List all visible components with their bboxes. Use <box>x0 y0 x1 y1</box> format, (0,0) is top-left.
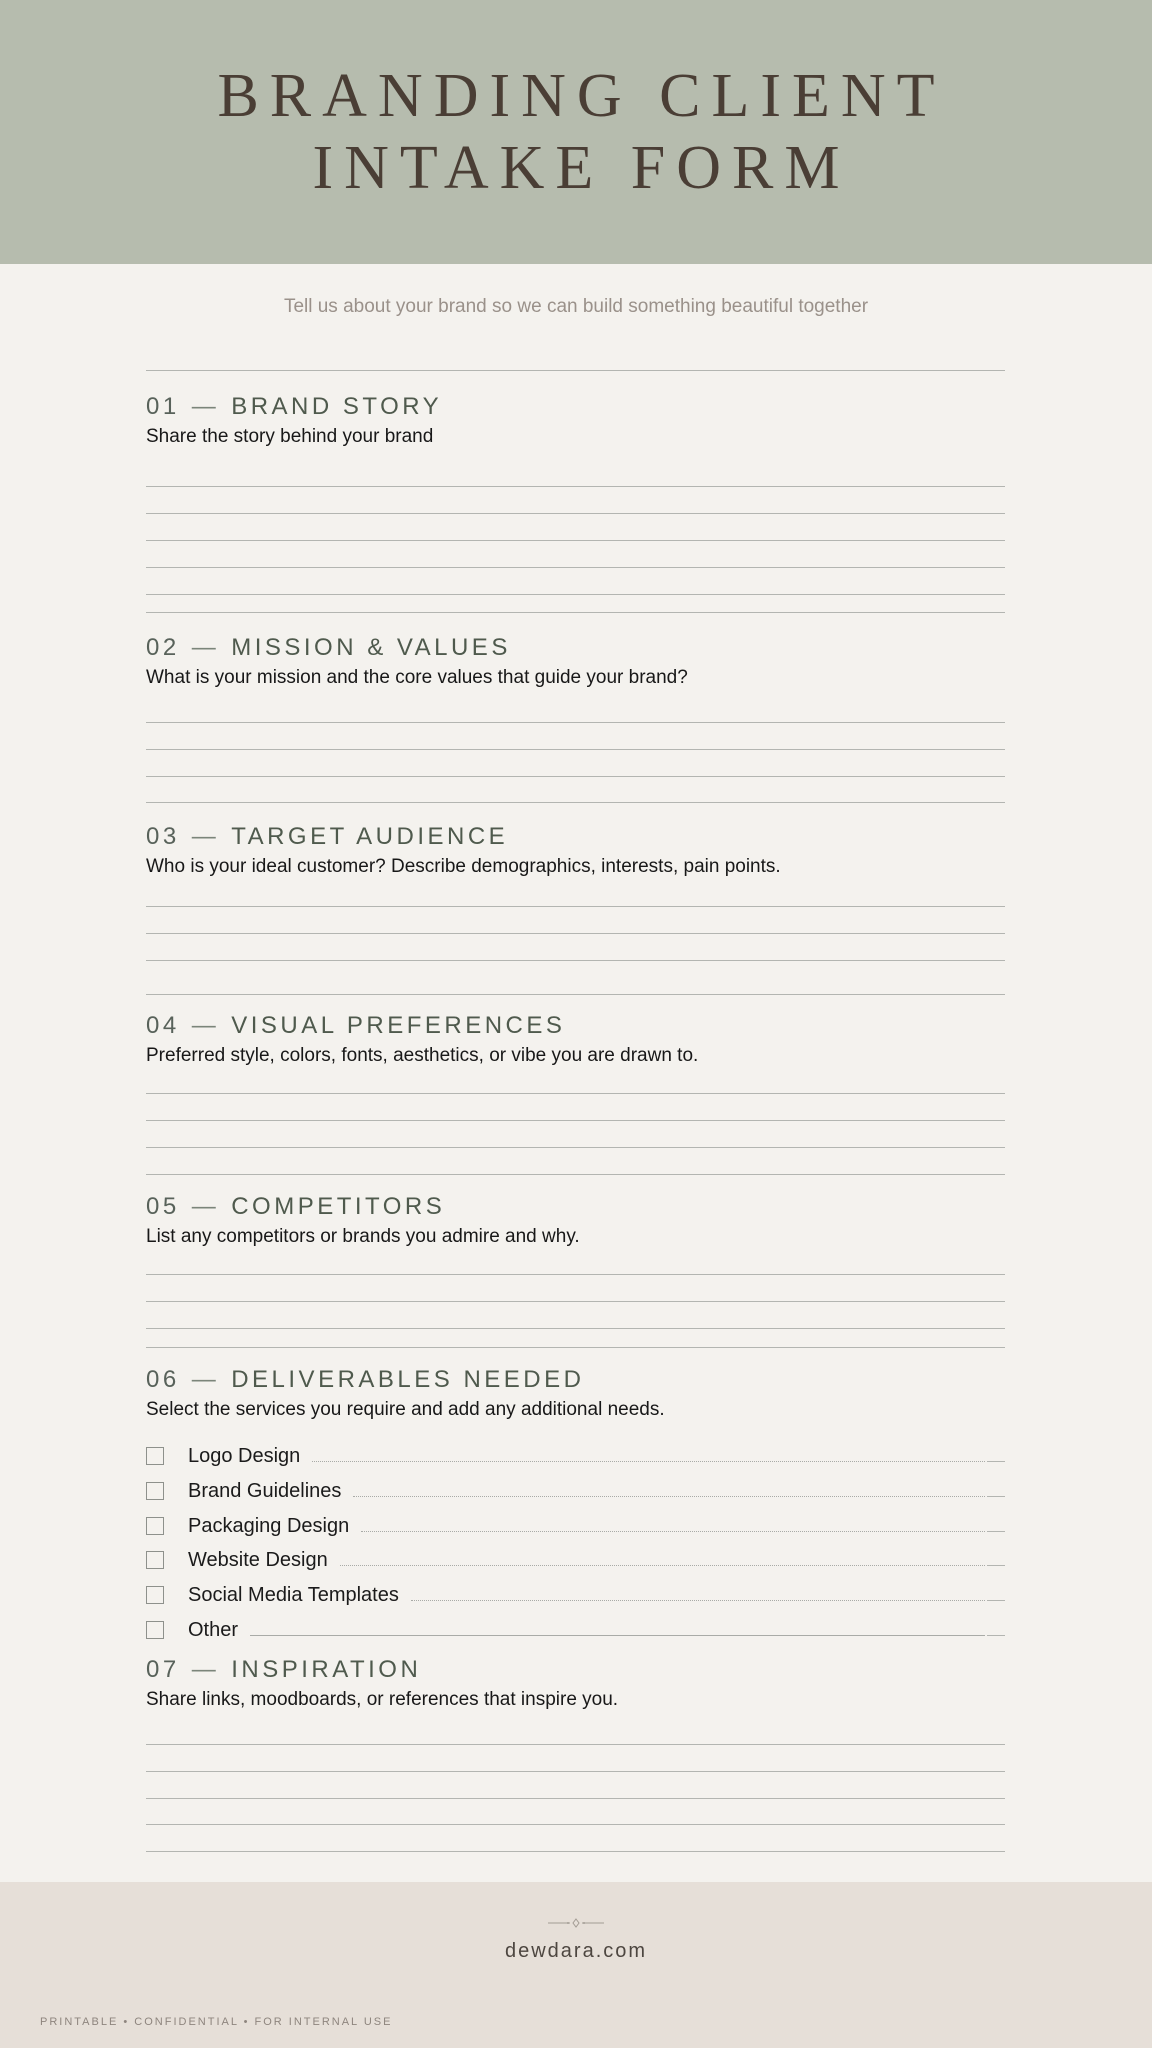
deliverable-label: Brand Guidelines <box>188 1479 342 1502</box>
section-target-audience <box>146 822 1005 879</box>
section-number: 04 <box>146 1012 180 1039</box>
section-title: COMPETITORS <box>231 1193 446 1220</box>
checkbox[interactable] <box>146 1621 164 1639</box>
checkbox[interactable] <box>146 1551 164 1569</box>
section-visual-preferences <box>146 1011 1005 1068</box>
dotted-leader <box>353 1496 985 1497</box>
section-number: 02 <box>146 634 180 661</box>
section-dash: — <box>191 1366 220 1393</box>
footer <box>0 1882 1152 2048</box>
section-description: Preferred style, colors, fonts, aesthetics, or vibe you are drawn to. <box>146 1045 699 1066</box>
section-title: VISUAL PREFERENCES <box>231 1012 566 1039</box>
divider <box>146 370 1005 371</box>
form-title-line-1: BRANDING CLIENT <box>217 62 946 130</box>
checkbox[interactable] <box>146 1482 164 1500</box>
header-banner <box>0 0 1152 264</box>
section-deliverables <box>146 1365 1005 1641</box>
section-dash: — <box>191 634 220 661</box>
answer-line[interactable] <box>146 567 1005 568</box>
answer-line[interactable] <box>146 1744 1005 1745</box>
section-dash: — <box>191 823 220 850</box>
section-number: 01 <box>146 393 180 420</box>
answer-line[interactable] <box>146 1120 1005 1121</box>
deliverable-other[interactable] <box>146 1615 1005 1645</box>
notes-line[interactable] <box>987 1635 1005 1636</box>
answer-line[interactable] <box>146 1771 1005 1772</box>
section-number: 05 <box>146 1193 180 1220</box>
section-heading <box>146 1011 1005 1041</box>
form-subtitle: Tell us about your brand so we can build something beautiful together <box>283 296 869 317</box>
answer-line[interactable] <box>146 486 1005 487</box>
deliverable-social-media-templates[interactable] <box>146 1580 1005 1610</box>
section-title: BRAND STORY <box>231 393 443 420</box>
answer-line[interactable] <box>146 802 1005 803</box>
section-divider <box>146 1347 1005 1348</box>
checkbox[interactable] <box>146 1586 164 1604</box>
section-brand-story <box>146 392 1005 449</box>
section-title: DELIVERABLES NEEDED <box>231 1366 585 1393</box>
deliverable-label: Logo Design <box>188 1444 301 1467</box>
answer-line[interactable] <box>146 594 1005 595</box>
flourish-icon <box>546 1918 606 1928</box>
answer-line[interactable] <box>146 1147 1005 1148</box>
answer-line[interactable] <box>146 960 1005 961</box>
website-url[interactable]: dewdara.com <box>504 1940 648 1962</box>
section-description: Select the services you require and add any additional needs. <box>146 1399 665 1420</box>
section-number: 03 <box>146 823 180 850</box>
section-heading <box>146 1192 1005 1222</box>
section-dash: — <box>191 393 220 420</box>
section-title: INSPIRATION <box>231 1656 422 1683</box>
dotted-leader <box>312 1461 985 1462</box>
answer-line[interactable] <box>146 906 1005 907</box>
deliverable-label: Website Design <box>188 1548 328 1571</box>
section-number: 06 <box>146 1366 180 1393</box>
answer-line[interactable] <box>146 933 1005 934</box>
other-input-line[interactable] <box>250 1635 985 1636</box>
deliverable-label: Other <box>188 1618 239 1641</box>
section-dash: — <box>191 1012 220 1039</box>
section-description: List any competitors or brands you admire and why. <box>146 1226 580 1247</box>
section-heading <box>146 822 1005 852</box>
deliverable-brand-guidelines[interactable] <box>146 1476 1005 1506</box>
section-description: Share links, moodboards, or references that inspire you. <box>146 1689 619 1710</box>
answer-line[interactable] <box>146 1824 1005 1825</box>
section-mission-values <box>146 633 1005 690</box>
answer-line[interactable] <box>146 1301 1005 1302</box>
notes-line[interactable] <box>987 1461 1005 1462</box>
checkbox[interactable] <box>146 1517 164 1535</box>
section-description: Who is your ideal customer? Describe demographics, interests, pain points. <box>146 856 781 877</box>
notes-line[interactable] <box>987 1496 1005 1497</box>
answer-line[interactable] <box>146 1851 1005 1852</box>
section-heading <box>146 1365 1005 1395</box>
answer-line[interactable] <box>146 540 1005 541</box>
deliverable-website-design[interactable] <box>146 1545 1005 1575</box>
section-dash: — <box>191 1193 220 1220</box>
section-divider <box>146 612 1005 613</box>
footer-smallprint: PRINTABLE • CONFIDENTIAL • FOR INTERNAL USE <box>40 2016 393 2028</box>
section-competitors <box>146 1192 1005 1249</box>
dotted-leader <box>361 1531 985 1532</box>
section-description: Share the story behind your brand <box>146 426 434 447</box>
answer-line[interactable] <box>146 994 1005 995</box>
answer-line[interactable] <box>146 749 1005 750</box>
notes-line[interactable] <box>987 1565 1005 1566</box>
section-dash: — <box>191 1656 220 1683</box>
answer-line[interactable] <box>146 722 1005 723</box>
deliverable-packaging-design[interactable] <box>146 1511 1005 1541</box>
form-title-line-2: INTAKE FORM <box>312 134 851 202</box>
section-number: 07 <box>146 1656 180 1683</box>
answer-line[interactable] <box>146 1093 1005 1094</box>
answer-line[interactable] <box>146 1274 1005 1275</box>
answer-line[interactable] <box>146 513 1005 514</box>
deliverable-logo-design[interactable] <box>146 1441 1005 1471</box>
notes-line[interactable] <box>987 1531 1005 1532</box>
answer-line[interactable] <box>146 1798 1005 1799</box>
dotted-leader <box>411 1600 985 1601</box>
answer-line[interactable] <box>146 776 1005 777</box>
dotted-leader <box>340 1565 985 1566</box>
section-title: MISSION & VALUES <box>231 634 511 661</box>
section-inspiration <box>146 1655 1005 1712</box>
section-heading <box>146 633 1005 663</box>
section-heading <box>146 392 1005 422</box>
section-title: TARGET AUDIENCE <box>231 823 509 850</box>
deliverable-label: Social Media Templates <box>188 1583 399 1606</box>
section-description: What is your mission and the core values that guide your brand? <box>146 667 688 688</box>
deliverable-label: Packaging Design <box>188 1514 350 1537</box>
notes-line[interactable] <box>987 1600 1005 1601</box>
answer-line[interactable] <box>146 1174 1005 1175</box>
section-heading <box>146 1655 1005 1685</box>
answer-line[interactable] <box>146 1328 1005 1329</box>
checkbox[interactable] <box>146 1447 164 1465</box>
